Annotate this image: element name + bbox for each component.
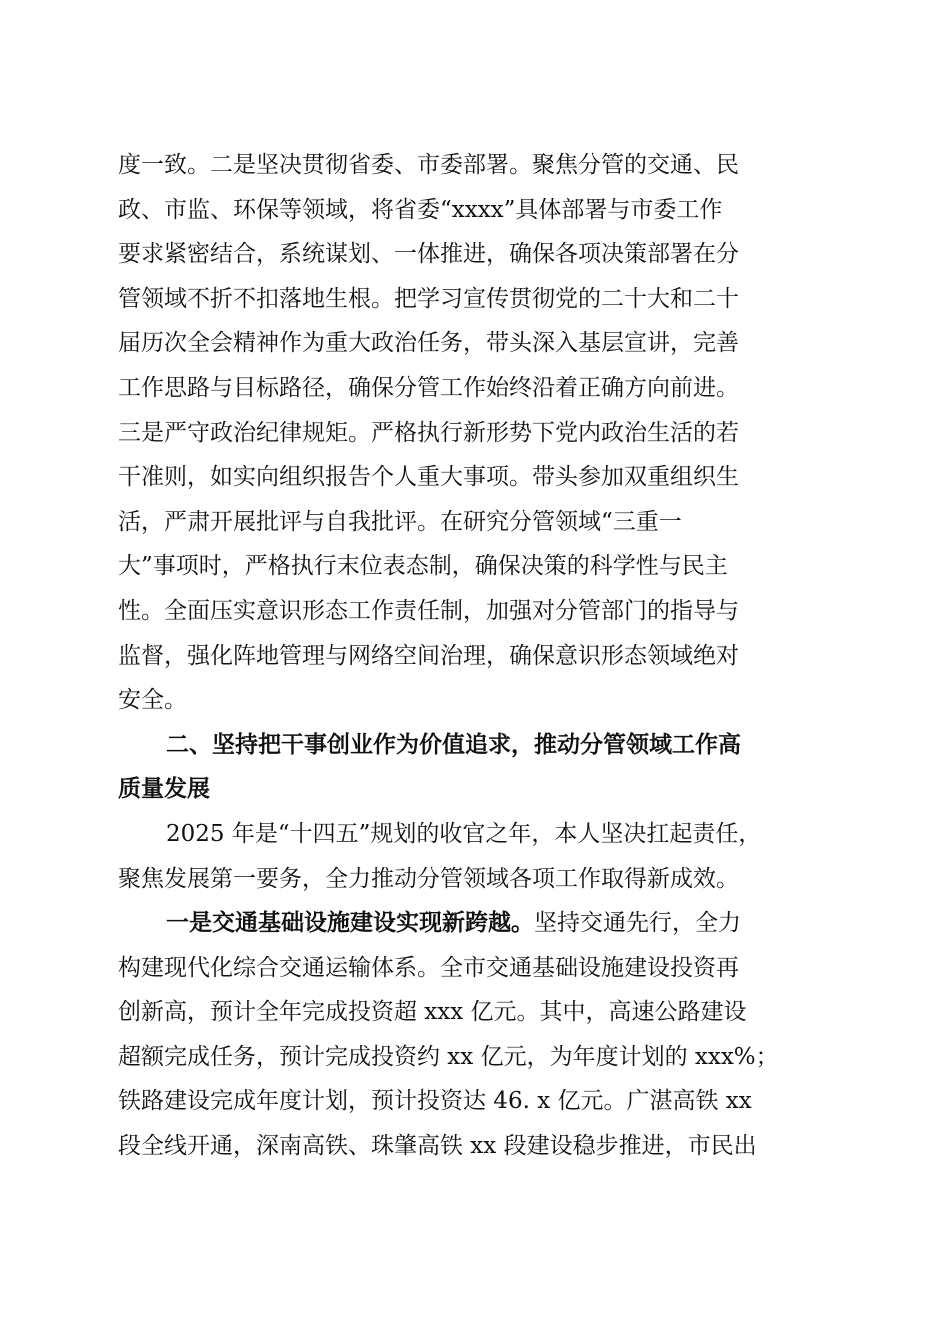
paragraph-lead-rest: 坚持交通先行，全力 xyxy=(534,910,741,937)
paragraph-transport xyxy=(118,901,834,1169)
text-line: 干准则，如实向组织报告个人重大事项。带头参加双重组织生 xyxy=(118,464,739,491)
text-line: 2025 年是“十四五”规划的收官之年，本人坚决扛起责任， xyxy=(166,820,762,847)
text-line: 性。全面压实意识形态工作责任制，加强对分管部门的指导与 xyxy=(118,597,739,624)
text-line: 段全线开通，深南高铁、珠肇高铁 xx 段建设稳步推进，市民出 xyxy=(118,1133,757,1160)
text-line: 大”事项时，严格执行末位表态制，确保决策的科学性与民主 xyxy=(118,553,728,580)
paragraph-intro xyxy=(118,812,834,901)
section-heading-line: 质量发展 xyxy=(118,776,210,803)
text-line: 安全。 xyxy=(118,687,187,714)
section-heading xyxy=(118,723,834,812)
text-line: 超额完成任务，预计完成投资约 xx 亿元，为年度计划的 xxx%； xyxy=(118,1043,779,1070)
text-line: 创新高，预计全年完成投资超 xxx 亿元。其中，高速公路建设 xyxy=(118,999,747,1026)
text-line: 构建现代化综合交通运输体系。全市交通基础设施建设投资再 xyxy=(118,954,739,981)
text-line: 聚焦发展第一要务，全力推动分管领域各项工作取得新成效。 xyxy=(118,865,739,892)
text-line: 度一致。二是坚决贯彻省委、市委部署。聚焦分管的交通、民 xyxy=(118,152,739,178)
text-line: 管领域不折不扣落地生根。把学习宣传贯彻党的二十大和二十 xyxy=(118,285,739,312)
text-line: 铁路建设完成年度计划，预计投资达 46. x 亿元。广湛高铁 xx xyxy=(118,1088,752,1115)
text-line: 三是严守政治纪律规矩。严格执行新形势下党内政治生活的若 xyxy=(118,419,739,446)
text-line: 工作思路与目标路径，确保分管工作始终沿着正确方向前进。 xyxy=(118,374,739,401)
document-body xyxy=(118,143,834,1169)
text-line: 活，严肃开展批评与自我批评。在研究分管领域“三重一 xyxy=(118,508,682,535)
text-line: 政、市监、环保等领域，将省委“xxxx”具体部署与市委工作 xyxy=(118,196,723,223)
paragraph-lead-bold: 一是交通基础设施建设实现新跨越。 xyxy=(166,910,534,937)
text-line: 届历次全会精神作为重大政治任务，带头深入基层宣讲，完善 xyxy=(118,330,739,357)
text-line xyxy=(118,901,834,946)
text-line: 要求紧密结合，系统谋划、一体推进，确保各项决策部署在分 xyxy=(118,241,739,268)
section-heading-line: 二、坚持把干事创业作为价值追求，推动分管领域工作高 xyxy=(166,731,741,758)
text-line: 监督，强化阵地管理与网络空间治理，确保意识形态领域绝对 xyxy=(118,642,739,669)
paragraph-continued xyxy=(118,143,834,723)
